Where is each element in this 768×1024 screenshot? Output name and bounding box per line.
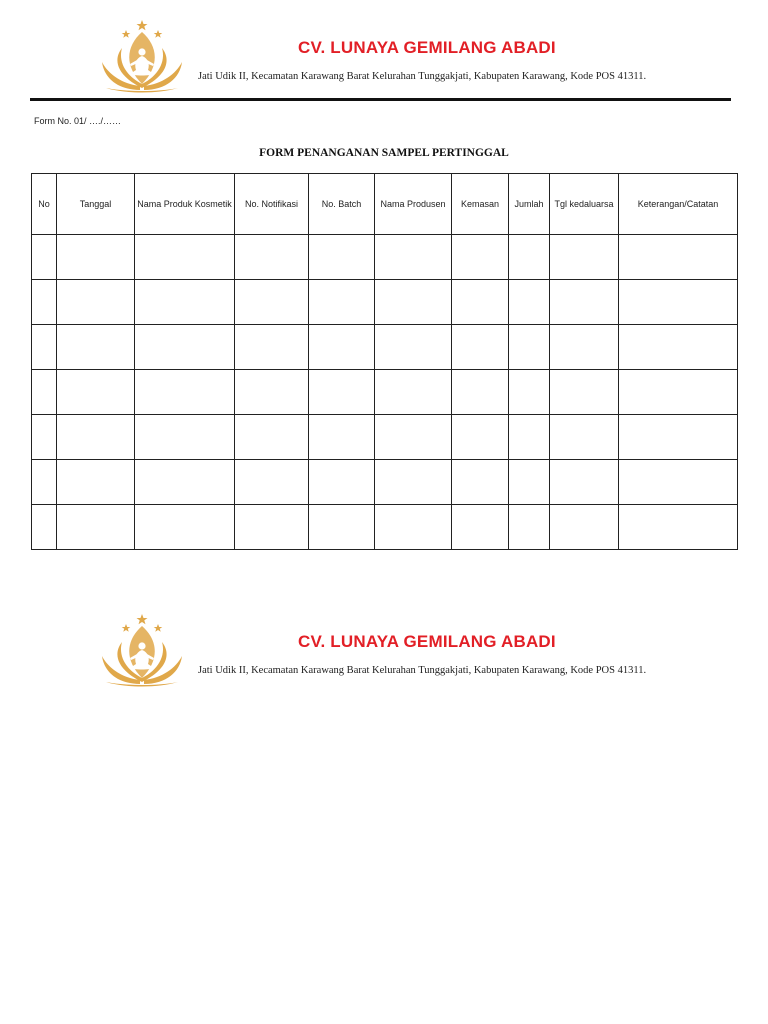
column-header-nama-produsen: Nama Produsen [375,174,452,235]
table-cell[interactable] [619,235,738,280]
table-cell[interactable] [235,280,309,325]
column-header-no: No [32,174,57,235]
table-cell[interactable] [309,370,375,415]
column-header-no-batch: No. Batch [309,174,375,235]
company-name: CV. LUNAYA GEMILANG ABADI [298,632,556,651]
table-cell[interactable] [235,505,309,550]
table-cell[interactable] [235,415,309,460]
table-cell[interactable] [452,460,509,505]
table-row [32,505,738,550]
table-cell[interactable] [57,460,135,505]
table-body [32,235,738,550]
table-cell[interactable] [32,325,57,370]
table-cell[interactable] [135,325,235,370]
column-header-tgl-kedaluarsa: Tgl kedaluarsa [550,174,619,235]
table-cell[interactable] [135,280,235,325]
table-cell[interactable] [452,325,509,370]
table-cell[interactable] [509,415,550,460]
column-header-no-notifikasi: No. Notifikasi [235,174,309,235]
table-row [32,325,738,370]
table-cell[interactable] [452,370,509,415]
table-cell[interactable] [135,370,235,415]
table-cell[interactable] [550,280,619,325]
table-cell[interactable] [375,415,452,460]
table-cell[interactable] [375,505,452,550]
table-cell[interactable] [375,235,452,280]
table-cell[interactable] [32,280,57,325]
table-cell[interactable] [32,235,57,280]
table-row [32,235,738,280]
table-cell[interactable] [509,460,550,505]
table-cell[interactable] [509,505,550,550]
lotus-logo-icon [96,18,188,94]
table-cell[interactable] [309,280,375,325]
table-cell[interactable] [135,415,235,460]
table-cell[interactable] [57,280,135,325]
company-address: Jati Udik II, Kecamatan Karawang Barat Kelurahan Tunggakjati, Kabupaten Karawang, Kode POS 41311. [198,665,647,676]
letterhead [0,18,768,98]
table-cell[interactable] [375,280,452,325]
table-cell[interactable] [235,235,309,280]
column-header-nama-produk: Nama Produk Kosmetik [135,174,235,235]
table-cell[interactable] [550,370,619,415]
table-cell[interactable] [550,460,619,505]
table-cell[interactable] [452,415,509,460]
header-divider [30,98,731,101]
table-cell[interactable] [57,370,135,415]
table-cell[interactable] [135,235,235,280]
table-cell[interactable] [375,370,452,415]
table-cell[interactable] [235,460,309,505]
table-cell[interactable] [619,280,738,325]
table-cell[interactable] [509,235,550,280]
table-cell[interactable] [32,460,57,505]
table-row [32,280,738,325]
table-cell[interactable] [309,505,375,550]
company-address: Jati Udik II, Kecamatan Karawang Barat Kelurahan Tunggakjati, Kabupaten Karawang, Kode POS 41311. [198,71,647,82]
table-cell[interactable] [32,505,57,550]
table-cell[interactable] [452,235,509,280]
table-row [32,460,738,505]
table-cell[interactable] [32,370,57,415]
table-cell[interactable] [309,235,375,280]
column-header-kemasan: Kemasan [452,174,509,235]
letterhead-second [0,612,768,692]
table-cell[interactable] [619,325,738,370]
table-row [32,370,738,415]
column-header-tanggal: Tanggal [57,174,135,235]
table-cell[interactable] [57,235,135,280]
column-header-jumlah: Jumlah [509,174,550,235]
table-cell[interactable] [375,325,452,370]
table-cell[interactable] [32,415,57,460]
table-cell[interactable] [509,280,550,325]
column-header-keterangan: Keterangan/Catatan [619,174,738,235]
table-cell[interactable] [509,325,550,370]
lotus-logo-icon [96,612,188,688]
table-header-row [32,174,738,235]
table-cell[interactable] [452,280,509,325]
table-cell[interactable] [235,325,309,370]
table-cell[interactable] [57,415,135,460]
table-cell[interactable] [452,505,509,550]
table-cell[interactable] [509,370,550,415]
table-cell[interactable] [235,370,309,415]
table-cell[interactable] [550,505,619,550]
form-number: Form No. 01/ …./…… [34,116,122,126]
sample-handling-table [31,173,738,550]
table-cell[interactable] [619,415,738,460]
table-cell[interactable] [135,460,235,505]
table-cell[interactable] [135,505,235,550]
table-cell[interactable] [550,235,619,280]
table-cell[interactable] [619,460,738,505]
table-cell[interactable] [309,415,375,460]
table-row [32,415,738,460]
form-title: FORM PENANGANAN SAMPEL PERTINGGAL [259,147,509,159]
table-cell[interactable] [57,505,135,550]
table-cell[interactable] [309,460,375,505]
table-cell[interactable] [309,325,375,370]
table-cell[interactable] [550,415,619,460]
company-name: CV. LUNAYA GEMILANG ABADI [298,38,556,57]
table-cell[interactable] [619,370,738,415]
table-cell[interactable] [619,505,738,550]
table-cell[interactable] [375,460,452,505]
table-cell[interactable] [550,325,619,370]
table-cell[interactable] [57,325,135,370]
